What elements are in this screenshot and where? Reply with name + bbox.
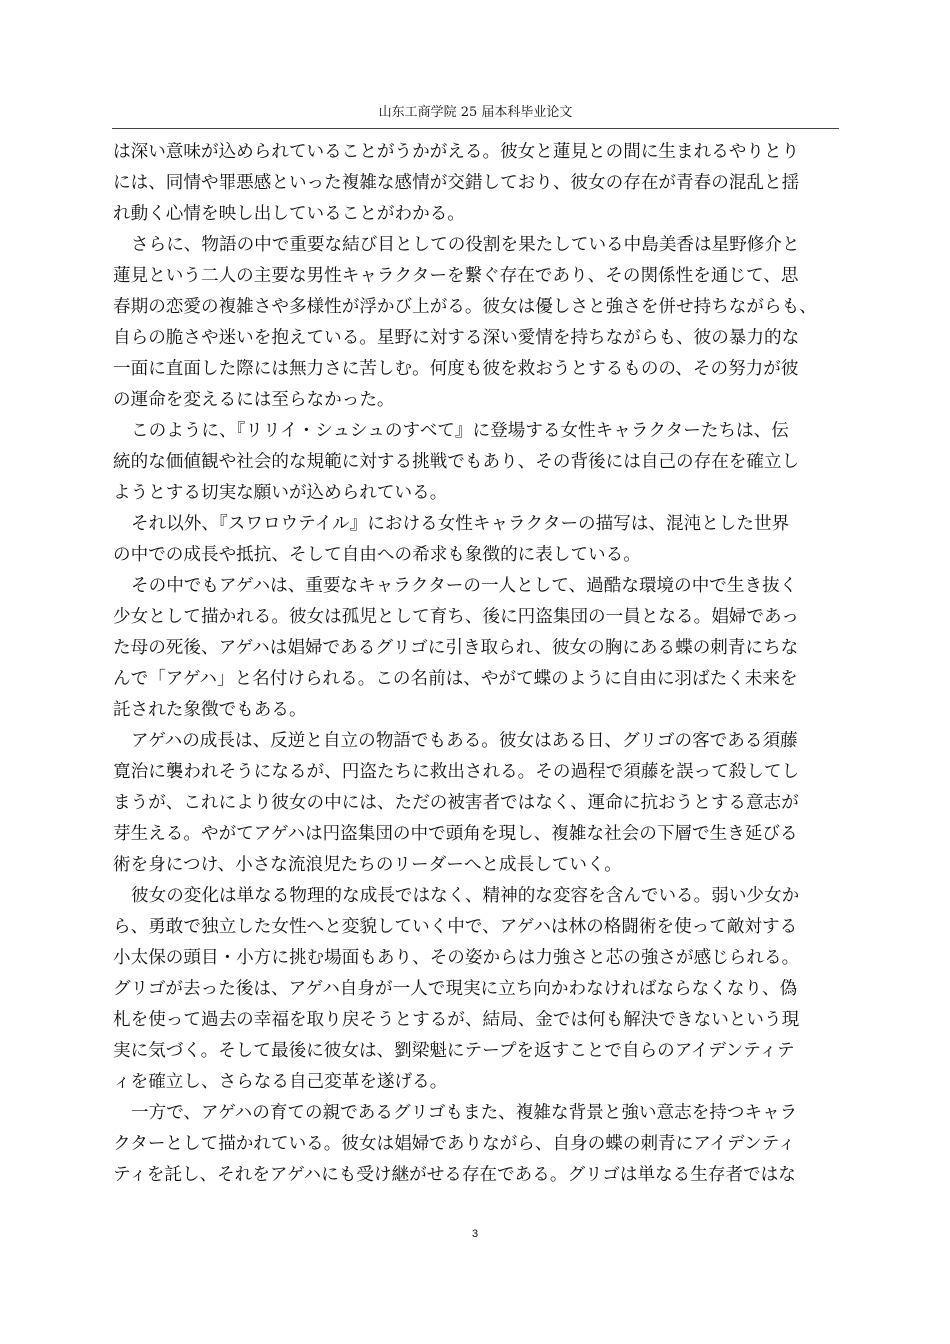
text-line: まうが、これにより彼女の中には、ただの被害者ではなく、運命に抗おうとする意志が (113, 793, 799, 813)
text-line: 春期の恋愛の複雑さや多様性が浮かび上がる。彼女は優しさと強さを併せ持ちながらも、 (113, 297, 817, 317)
text-line: は深い意味が込められていることがうかがえる。彼女と蓮見との間に生まれるやりとり (113, 142, 800, 162)
paragraph-start-line: その中でもアゲハは、重要なキャラクターの一人として、過酷な環境の中で生き抜く (131, 576, 798, 596)
text-line: の中での成長や抵抗、そして自由への希求も象徴的に表している。 (113, 545, 641, 565)
text-line: 一面に直面した際には無力さに苦しむ。何度も彼を救おうとするものの、その努力が彼 (113, 359, 799, 379)
paragraph-start-line: 一方で、アゲハの育ての親であるグリゴもまた、複雑な背景と強い意志を持つキャラ (131, 1103, 798, 1123)
paragraph-start-line: 彼女の変化は単なる物理的な成長ではなく、精神的な変容を含んでいる。弱い少女か (131, 886, 800, 906)
text-line: には、同情や罪悪感といった複雑な感情が交錯しており、彼女の存在が青春の混乱と揺 (113, 173, 800, 193)
body-text (113, 137, 858, 1191)
text-line: た母の死後、アゲハは娼婦であるグリゴに引き取られ、彼女の胸にある蝶の刺青にちな (113, 638, 799, 658)
text-line: 実に気づく。そして最後に彼女は、劉梁魁にテープを返すことで自らのアイデンティテ (113, 1041, 795, 1061)
header-rule (112, 128, 839, 129)
text-line: グリゴが去った後は、アゲハ自身が一人で現実に立ち向かわなければならなくなり、偽 (113, 979, 798, 999)
text-line: クターとして描かれている。彼女は娼婦でありながら、自身の蝶の刺青にアイデンティ (113, 1134, 796, 1154)
text-line: 自らの脆さや迷いを抱えている。星野に対する深い愛情を持ちながらも、彼の暴力的な (113, 328, 800, 348)
text-line: 小太保の頭目・小方に挑む場面もあり、その姿からは力強さと芯の強さが感じられる。 (113, 948, 800, 968)
text-line: ティを託し、それをアゲハにも受け継がせる存在である。グリゴは単なる生存者ではな (113, 1165, 796, 1185)
text-line: 札を使って過去の幸福を取り戻そうとするが、結局、金では何も解決できないという現 (113, 1010, 800, 1030)
text-line: 術を身につけ、小さな流浪児たちのリーダーへと成長していく。 (113, 855, 622, 875)
paragraph-start-line: アゲハの成長は、反逆と自立の物語でもある。彼女はある日、グリゴの客である須藤 (131, 731, 798, 751)
text-line: ら、勇敢で独立した女性へと変貌していく中で、アゲハは林の格闘術を使って敵対する (113, 917, 798, 937)
paragraph-start-line: このように、『リリイ・シュシュのすべて』に登場する女性キャラクターたちは、伝 (131, 421, 789, 441)
text-line: れ動く心情を映し出していることがわかる。 (113, 204, 465, 224)
paragraph-start-line: さらに、物語の中で重要な結び目としての役割を果たしている中島美香は星野修介と (131, 235, 800, 255)
text-line: の運命を変えるには至らなかった。 (113, 390, 395, 410)
text-line: ようとする切実な願いが込められている。 (113, 483, 448, 503)
text-line: 寛治に襲われそうになるが、円盗たちに救出される。その過程で須藤を誤って殺してし (113, 762, 800, 782)
text-line: 少女として描かれる。彼女は孤児として育ち、後に円盗集団の一員となる。娼婦であっ (113, 607, 799, 627)
page-header: 山东工商学院 25 届本科毕业论文 (378, 105, 573, 120)
text-line: 統的な価値観や社会的な規範に対する挑戦でもあり、その背後には自己の存在を確立し (113, 452, 800, 472)
text-line: 芽生える。やがてアゲハは円盗集団の中で頭角を現し、複雑な社会の下層で生き延びる (113, 824, 798, 844)
text-line: 託された象徴でもある。 (113, 700, 307, 720)
paragraph-start-line: それ以外、『スワロウテイル』における女性キャラクターの描写は、混沌とした世界 (131, 514, 790, 534)
text-line: んで「アゲハ」と名付けられる。この名前は、やがて蝶のように自由に羽ばたく未来を (113, 669, 798, 689)
text-line: 蓮見という二人の主要な男性キャラクターを繋ぐ存在であり、その関係性を通じて、思 (113, 266, 799, 286)
page-number: 3 (471, 1228, 479, 1240)
text-line: ィを確立し、さらなる自己変革を遂げる。 (113, 1072, 448, 1092)
